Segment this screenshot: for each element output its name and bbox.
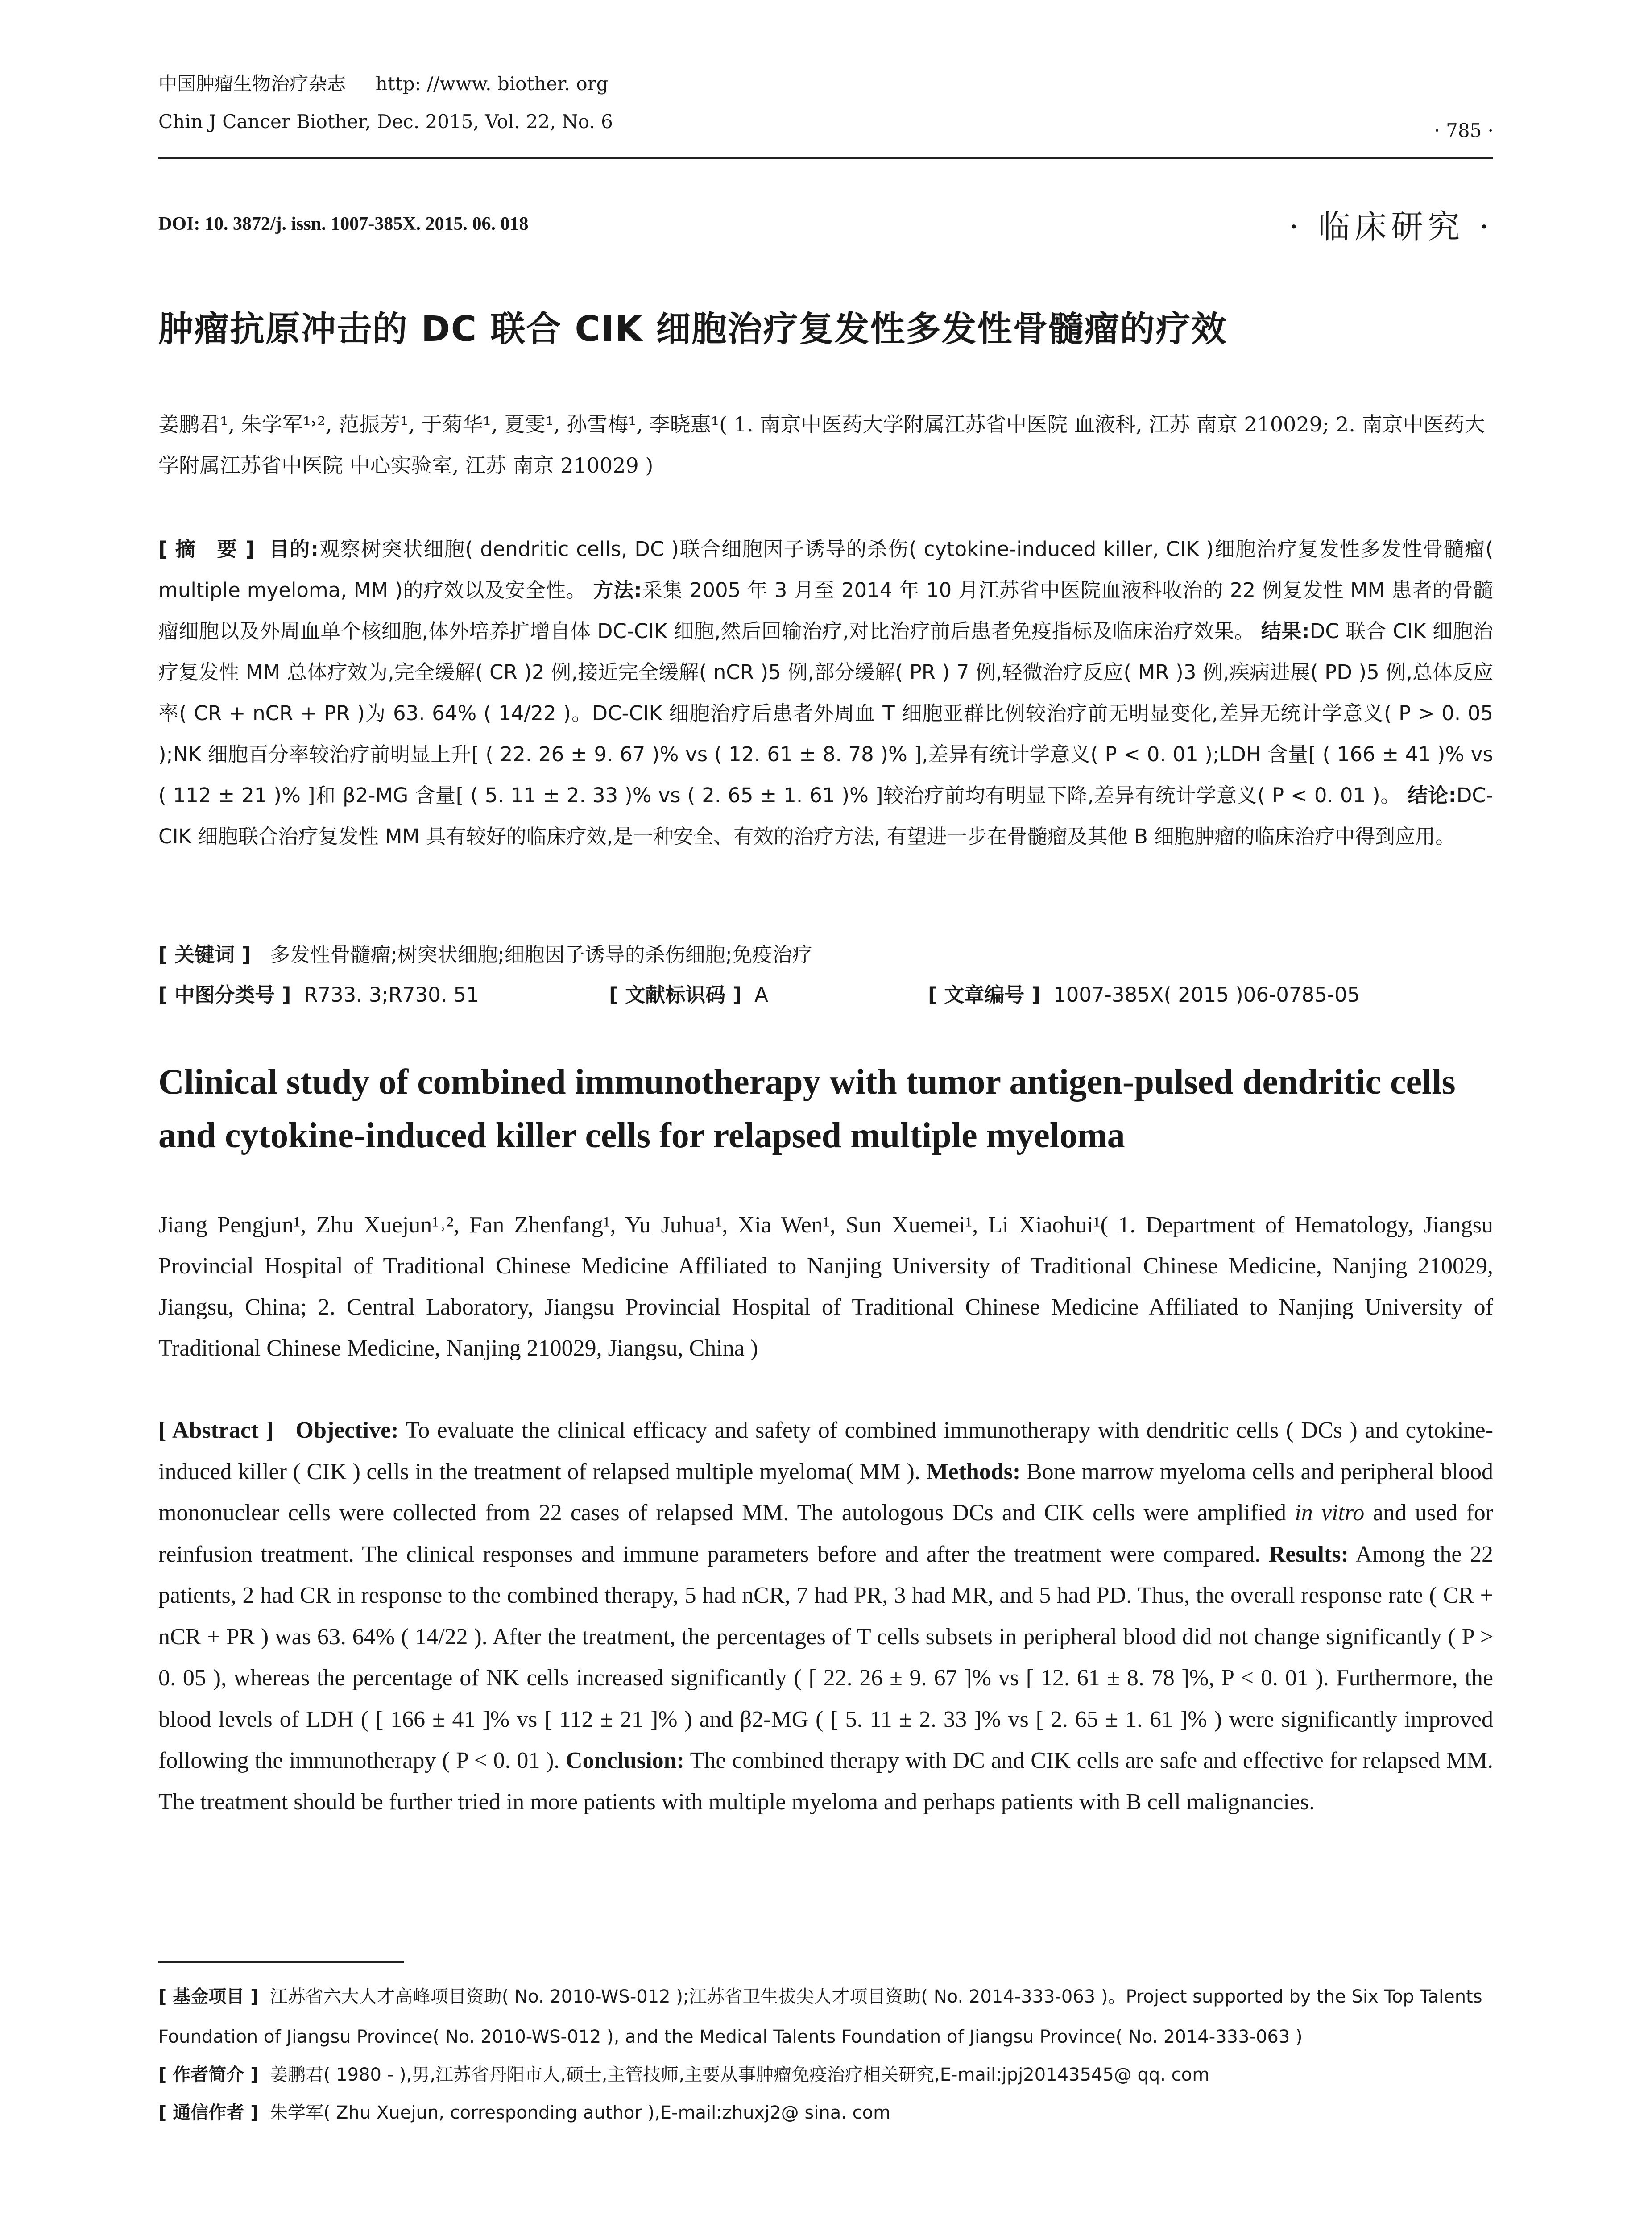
abstract-cn [158, 529, 1493, 857]
journal-name-cn: 中国肿瘤生物治疗杂志 [158, 73, 346, 95]
results-en: Among the 22 patients, 2 had CR in response to the combined therapy, 5 had nCR, 7 had PR, 3 had MR, and 5 had PD. Thus, the overall response rate ( CR + nCR + PR ) was 63. 64% ( 14/22 ). After the treatment, the percentages of T cells subsets in peripheral blood did not change significantly ( P > 0. 05 ), whereas the percentage of NK cells increased significantly ( [ 22. 26 ± 9. 67 ]% vs [ 12. 61 ± 8. 78 ]%, P < 0. 01 ). Furthermore, the blood levels of LDH ( [ 166 ± 41 ]% vs [ 112 ± 21 ]% ) and β2-MG ( [ 5. 11 ± 2. 33 ]% vs [ 2. 65 ± 1. 61 ]% ) were significantly improved following the immunotherapy ( P < 0. 01 ). [158, 1541, 1494, 1773]
article-no-value: 1007-385X( 2015 )06-0785-05 [1053, 983, 1360, 1007]
doc-code-block [609, 977, 768, 1013]
authors-cn [158, 404, 1493, 486]
page-number: · 785 · [1434, 120, 1494, 141]
methods-label-cn: 方法: [593, 578, 642, 602]
footnote-rule [158, 1961, 404, 1963]
clc-value: R733. 3;R730. 51 [304, 983, 479, 1007]
conclusion-label-cn: 结论: [1408, 784, 1457, 807]
affiliations-cn: ( 1. 南京中医药大学附属江苏省中医院 血液科, 江苏 南京 210029; 2. 南京中医药大学附属江苏省中医院 中心实验室, 江苏 南京 210029 ) [158, 412, 1485, 477]
author-names-en: Jiang Pengjun¹, Zhu Xuejun¹˒², Fan Zhenfang¹, Yu Juhua¹, Xia Wen¹, Sun Xuemei¹, Li Xiaohui¹ [158, 1212, 1101, 1238]
doc-code-tag: [ 文献标识码 ] [609, 983, 742, 1007]
affiliations-en: ( 1. Department of Hematology, Jiangsu Provincial Hospital of Traditional Chinese Medicine Affiliated to Nanjing University of Traditional Chinese Medicine, Nanjing 210029, Jiangsu, China; 2. Central Laboratory, Jiangsu Provincial Hospital of Traditional Chinese Medicine Affiliated to Nanjing University of Traditional Chinese Medicine, Nanjing 210029, Jiangsu, China ) [158, 1212, 1493, 1361]
doi: DOI: 10. 3872/j. issn. 1007-385X. 2015. 06. 018 [158, 214, 529, 234]
conclusion-cn: DC-CIK 细胞联合治疗复发性 MM 具有较好的临床疗效,是一种安全、有效的治疗方法, 有望进一步在骨髓瘤及其他 B 细胞肿瘤的临床治疗中得到应用。 [158, 784, 1493, 848]
keywords-cn [158, 937, 1493, 973]
keywords-cn-text: 多发性骨髓瘤;树突状细胞;细胞因子诱导的杀伤细胞;免疫治疗 [270, 943, 812, 966]
objective-label-cn: 目的: [269, 537, 319, 561]
methods-en-a: Bone marrow myeloma cells and peripheral blood mononuclear cells were collected from 22 cases of relapsed MM. The autologous DCs and CIK cells were amplified [158, 1459, 1494, 1526]
objective-cn: 观察树突状细胞( dendritic cells, DC )联合细胞因子诱导的杀伤( cytokine-induced killer, CIK )细胞治疗复发性多发性骨髓瘤( multiple myeloma, MM )的疗效以及安全性。 [158, 537, 1494, 602]
fund-note [158, 1977, 1493, 2057]
author-bio-note [158, 2057, 1493, 2093]
column-label: · 临床研究 · [1288, 208, 1494, 245]
objective-label-en: Objective: [295, 1418, 399, 1443]
author-names-cn: 姜鹏君¹, 朱学军¹˒², 范振芳¹, 于菊华¹, 夏雯¹, 孙雪梅¹, 李晓惠¹ [158, 412, 720, 436]
title-en: Clinical study of combined immunotherapy with tumor antigen-pulsed dendritic cells and cytokine-induced killer cells for relapsed multiple myeloma [158, 1062, 1456, 1155]
article-no-block [928, 977, 1360, 1013]
abstract-en [158, 1410, 1493, 1823]
corresponding-author-note [158, 2095, 1493, 2131]
corresponding-author-text: 朱学军( Zhu Xuejun, corresponding author ),E-mail:zhuxj2@ sina. com [269, 2102, 891, 2123]
methods-en-b: and used for reinfusion treatment. The clinical responses and immune parameters before and after the treatment were compared. [158, 1500, 1494, 1567]
fund-tag: [ 基金项目 ] [158, 1986, 259, 2007]
journal-name-en: Chin J Cancer Biother, Dec. 2015, Vol. 22, No. 6 [158, 111, 613, 133]
doc-code-value: A [754, 983, 768, 1007]
keywords-cn-tag: [ 关键词 ] [158, 943, 251, 966]
author-bio-text: 姜鹏君( 1980 - ),男,江苏省丹阳市人,硕士,主管技师,主要从事肿瘤免疫治疗相关研究,E-mail:jpj20143545@ qq. com [269, 2065, 1210, 2085]
fund-text: 江苏省六大人才高峰项目资助( No. 2010-WS-012 );江苏省卫生拔尖人才项目资助( No. 2014-333-063 )。Project supported by the Six Top Talents Foundation of Jiangsu Province( No. 2010-WS-012 ), and the Medical Talents Foundation of Jiangsu Province( No. 2014-333-063 ) [158, 1986, 1482, 2047]
corresponding-author-tag: [ 通信作者 ] [158, 2102, 259, 2123]
clc-block [158, 977, 479, 1013]
article-no-tag: [ 文章编号 ] [928, 983, 1041, 1007]
author-bio-tag: [ 作者简介 ] [158, 2065, 259, 2085]
conclusion-label-en: Conclusion: [566, 1748, 684, 1773]
title-cn: 肿瘤抗原冲击的 DC 联合 CIK 细胞治疗复发性多发性骨髓瘤的疗效 [158, 309, 1227, 349]
abstract-cn-tag: [ 摘 要 ] [158, 537, 255, 561]
running-header-cn [158, 71, 609, 96]
header-rule [158, 157, 1493, 159]
results-cn: DC 联合 CIK 细胞治疗复发性 MM 总体疗效为,完全缓解( CR )2 例,接近完全缓解( nCR )5 例,部分缓解( PR ) 7 例,轻微治疗反应( MR )3 例,疾病进展( PD )5 例,总体反应率( CR + nCR + PR )为 63. 64% ( 14/22 )。DC-CIK 细胞治疗后患者外周血 T 细胞亚群比例较治疗前无明显变化,差异无统计学意义( P > 0. 05 );NK 细胞百分率较治疗前明显上升[ ( 22. 26 ± 9. 67 )% vs ( 12. 61 ± 8. 78 )% ],差异有统计学意义( P < 0. 01 );LDH 含量[ ( 166 ± 41 )% vs ( 112 ± 21 )% ]和 β2-MG 含量[ ( 5. 11 ± 2. 33 )% vs ( 2. 65 ± 1. 61 )% ]较治疗前均有明显下降,差异有统计学意义( P < 0. 01 )。 [158, 619, 1493, 807]
authors-en [158, 1205, 1493, 1369]
methods-label-en: Methods: [926, 1459, 1021, 1485]
clc-tag: [ 中图分类号 ] [158, 983, 291, 1007]
journal-url: http: //www. biother. org [375, 73, 609, 95]
methods-en-italic: in vitro [1295, 1500, 1365, 1526]
objective-en: To evaluate the clinical efficacy and safety of combined immunotherapy with dendritic cells ( DCs ) and cytokine-induced killer ( CIK ) cells in the treatment of relapsed multiple myeloma( MM ). [158, 1418, 1494, 1485]
results-label-en: Results: [1268, 1541, 1349, 1567]
methods-cn: 采集 2005 年 3 月至 2014 年 10 月江苏省中医院血液科收治的 22 例复发性 MM 患者的骨髓瘤细胞以及外周血单个核细胞,体外培养扩增自体 DC-CIK 细胞,然后回输治疗,对比治疗前后患者免疫指标及临床治疗效果。 [158, 578, 1494, 643]
conclusion-en: The combined therapy with DC and CIK cells are safe and effective for relapsed MM. The treatment should be further tried in more patients with multiple myeloma and perhaps patients with B cell malignancies. [158, 1748, 1494, 1815]
results-label-cn: 结果: [1261, 619, 1310, 643]
abstract-en-tag: [ Abstract ] [158, 1418, 274, 1443]
